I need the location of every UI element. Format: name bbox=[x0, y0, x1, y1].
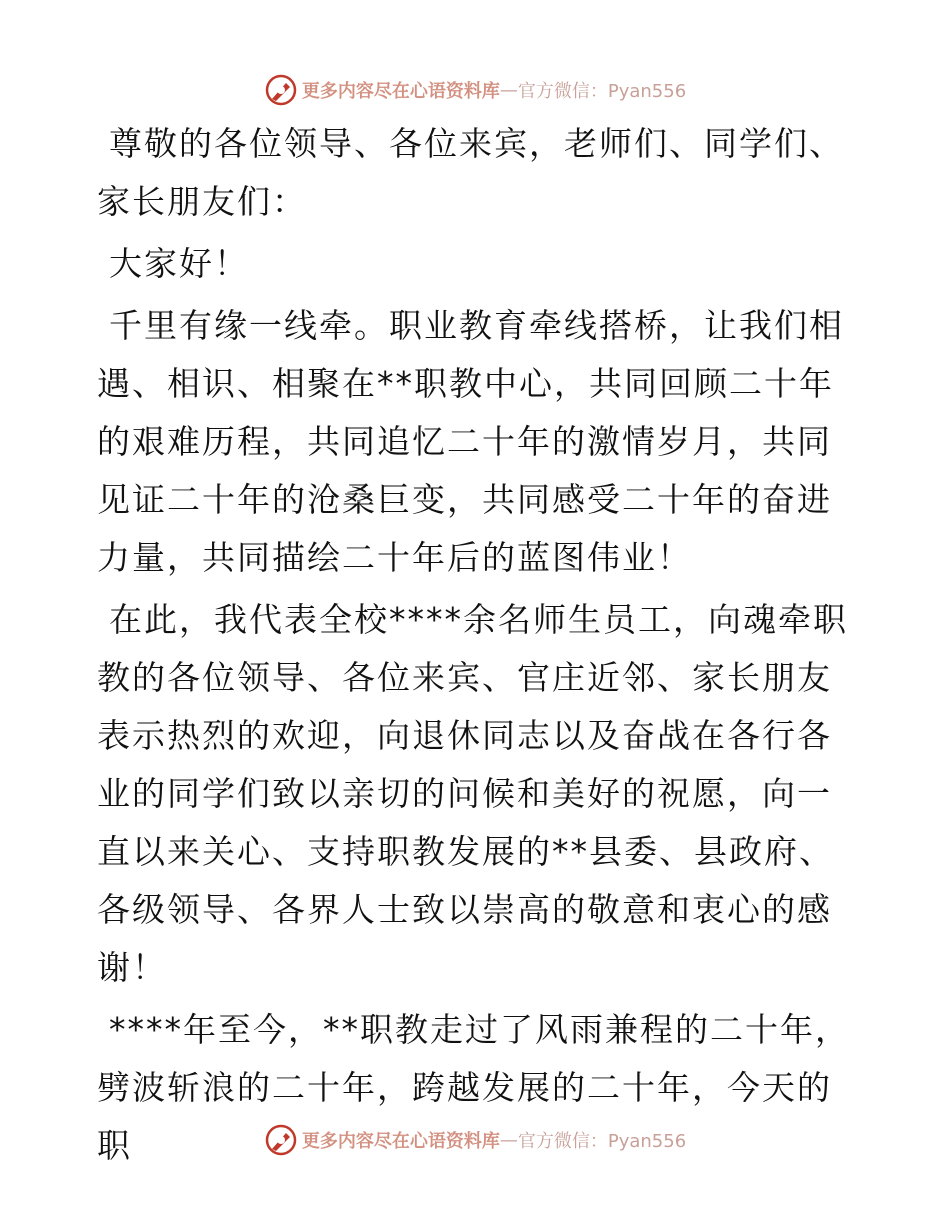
watermark-separator: — bbox=[499, 1129, 518, 1151]
paragraph-welcome bbox=[97, 591, 857, 997]
paragraph-hello bbox=[97, 235, 857, 293]
paragraph-text: 在此，我代表全校****余名师生员工，向魂牵职教的各位领导、各位来宾、官庄近邻、家长朋友表示热烈的欢迎，向退休同志以及奋战在各行各业的同学们致以亲切的问候和美好的祝愿，向一直以来关心、支持职教发展的**县委、县政府、各级领导、各界人士致以崇高的敬意和衷心的感谢！ bbox=[97, 600, 848, 987]
footer-watermark bbox=[0, 1120, 950, 1160]
pen-logo-icon bbox=[264, 1123, 298, 1157]
watermark-separator: — bbox=[499, 79, 518, 101]
paragraph-text: ****年至今，**职教走过了风雨兼程的二十年，劈波斩浪的二十年，跨越发展的二十年，今天的职 bbox=[97, 1010, 850, 1165]
paragraph-text: 大家好！ bbox=[109, 244, 249, 283]
pen-logo-icon bbox=[264, 73, 298, 107]
document-body bbox=[97, 115, 857, 1179]
paragraph-text: 尊敬的各位领导、各位来宾，老师们、同学们、家长朋友们： bbox=[97, 124, 844, 221]
paragraph-greeting bbox=[97, 115, 857, 231]
watermark-text: 更多内容尽在心语资料库 bbox=[301, 81, 500, 102]
paragraph-text: 千里有缘一线牵。职业教育牵线搭桥，让我们相遇、相识、相聚在**职教中心，共同回顾二十年的艰难历程，共同追忆二十年的激情岁月，共同见证二十年的沧桑巨变，共同感受二十年的奋进力量，共同描绘二十年后的蓝图伟业！ bbox=[97, 306, 844, 577]
watermark-text: 更多内容尽在心语资料库 bbox=[301, 1131, 500, 1152]
watermark-wechat: 官方微信：Pyan556 bbox=[517, 1131, 687, 1152]
header-watermark bbox=[0, 70, 950, 110]
paragraph-intro bbox=[97, 297, 857, 587]
watermark-wechat: 官方微信：Pyan556 bbox=[517, 81, 687, 102]
